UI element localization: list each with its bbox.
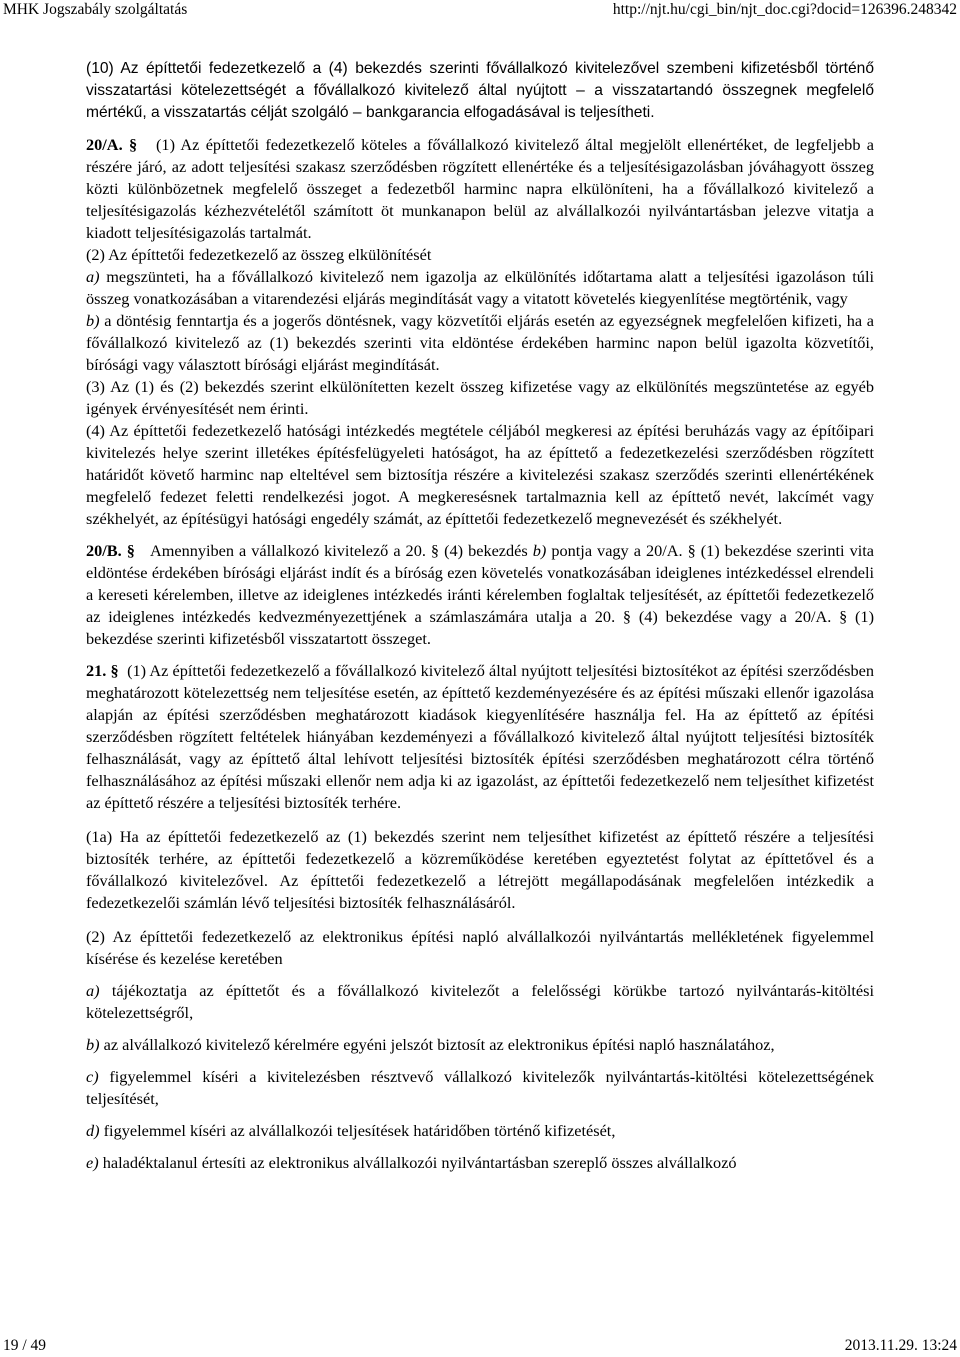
header-url: http://njt.hu/cgi_bin/njt_doc.cgi?docid=126396.248342 [612, 1, 957, 18]
print-datetime: 2013.11.29. 13:24 [844, 1337, 957, 1354]
point-text: megszünteti, ha a fővállalkozó kivitelező nem igazolja az elkülönítés időtartama alatt a teljesítési igazoláson túli összeg vonatkozásában a vitarendezési eljárás megindítását vagy a vitatott követelés kiegyenlítése megtörténik, vagy [86, 267, 874, 308]
point-text: a döntésig fenntartja és a jogerős döntésnek, vagy közvetítői eljárás esetén az egyezségnek megfelelően kifizeti, ha a fővállalkozó kivitelező az (1) bekezdés szerinti vita eldöntése érdekében harminc napon belül igazolta közvetítői, bírósági vagy választott bírósági eljárást megindítását. [86, 311, 874, 374]
section-20a-para-2: (2) Az építtetői fedezetkezelő az összeg elkülönítését [86, 245, 432, 264]
section-number: 20/A. § [86, 135, 138, 154]
point-letter: b) [86, 1035, 100, 1054]
section-21-point-e [86, 1152, 874, 1174]
section-21-point-c [86, 1066, 874, 1110]
section-21-para-1 [86, 660, 874, 814]
section-20a-para-4: (4) Az építtetői fedezetkezelő hatósági intézkedés megtétele céljából megkeresi az építési beruházás vagy az építőipari kivitelezés helye szerint illetékes építésfelügyeleti hatóságot, ha az építtető a fedezetkezelési szerződésben rögzített határidőt követő harminc nap elteltével sem biztosítja részére a kivitelezési szakasz szerződés szerinti ellenértékének megfelelő fedezet feletti rendelkezési jogot. A megkeresésnek tartalmaznia kell az építtető nevét, lakcímét vagy székhelyét, az építésügyi hatósági engedély számát, az építtetői fedezetkezelő megnevezését és székhelyét. [86, 421, 874, 528]
paragraph-text: Amennyiben a vállalkozó kivitelező a 20. § (4) bekezdés [149, 541, 528, 560]
section-21-point-d [86, 1120, 874, 1142]
page-number: 19 / 49 [3, 1337, 47, 1354]
section-20a-para-1 [86, 134, 874, 244]
page-footer [0, 1336, 960, 1356]
page-header [0, 0, 960, 22]
section-20a-point-b [86, 310, 874, 376]
section-20b [86, 540, 874, 650]
section-number: 21. § [86, 661, 119, 680]
point-text: figyelemmel kíséri az alvállalkozói teljesítések határidőben történő kifizetését, [103, 1121, 616, 1140]
section-21-para-1a: (1a) Ha az építtetői fedezetkezelő az (1) bekezdés szerint nem teljesíthet kifizetést az építtető részére a teljesítési biztosíték terhére, az építtetői fedezetkezelő a közreműködése keretében egyeztetést folytat az építtetővel és a fővállalkozó kivitelezővel. Az építtetői fedezetkezelő a létrejött megállapodásának megfelelően intézkedik a fedezetkezelői számlán lévő teljesítési biztosíték felhasználásáról. [86, 827, 874, 912]
section-21-point-b [86, 1034, 874, 1056]
section-21-point-a [86, 980, 874, 1024]
paragraph-text: (1) Az építtetői fedezetkezelő a fővállalkozó kivitelező által nyújtott teljesítési biztosítékot az építési szerződésben meghatározott kötelezettség nem teljesítése esetén, az építtető kezdeményezésére és az építési műszaki ellenőr igazolása alapján az építési szerződésben meghatározott kiadások kiegyenlítésére használja fel. Ha az építtető az építési szerződésben rögzített feltételek hiányában kezdeményezi a fővállalkozó kivitelező által nyújtott teljesítési biztosíték felhasználását, vagy az építtető által lehívott teljesítési biztosíték építési szerződésben meghatározott célra történő felhasználásához az építési műszaki ellenőr nem adja ki az igazolást, az építtetői fedezetkezelő nem teljesíthet kifizetést az építtető részére a teljesítési biztosíték terhére. [86, 661, 875, 812]
point-letter: c) [86, 1067, 99, 1086]
document-body [86, 58, 874, 1174]
paragraph-10: (10) Az építtetői fedezetkezelő a (4) bekezdés szerinti fővállalkozó kivitelezővel szembeni kifizetésből történő visszatartási kötelezettségét a fővállalkozó kivitelező által nyújtott – a visszatartandó összegnek megfelelő mértékű, a visszatartás célját szolgáló – bankgarancia elfogadásával is teljesítheti. [86, 60, 874, 121]
section-20a-para-3: (3) Az (1) és (2) bekezdés szerint elkülönítetten kezelt összeg kifizetése vagy az elkülönítés megszüntetése az egyéb igények érvényesítését nem érinti. [86, 377, 874, 418]
point-letter: e) [86, 1153, 99, 1172]
paragraph-text: (1) Az építtetői fedezetkezelő köteles a fővállalkozó kivitelező által megjelölt ellenértéket, de legfeljebb a részére járó, az adott teljesítési szakasz szerződésben rögzített ellenértéke és a teljesítésigazolásban jóváhagyott összeg közti különbözetnek megfelelő összeget a fedezetből harminc napra elkülöníteni, ha a fővállalkozó kivitelező a teljesítésigazolás kézhezvételétől számított öt munkanapon belül az alvállalkozói nyilvántartásban jelezve vitatja a kiadott teljesítésigazolás tartalmát. [86, 135, 874, 242]
point-letter: a) [86, 981, 100, 1000]
point-text: haladéktalanul értesíti az elektronikus alvállalkozói nyilvántartásban szereplő összes alvállalkozó [102, 1153, 737, 1172]
point-text: tájékoztatja az építtetőt és a fővállalkozó kivitelezőt a felelősségi körükbe tartozó nyilvántarás-kitöltési kötelezettségről, [86, 981, 874, 1022]
point-text: figyelemmel kíséri a kivitelezésben résztvevő vállalkozó kivitelezők nyilvántartás-kitöltési kötelezettségének teljesítését, [86, 1067, 874, 1108]
point-letter: b) [532, 541, 547, 560]
section-number: 20/B. § [86, 541, 135, 560]
point-letter: a) [86, 267, 100, 286]
section-20a-point-a [86, 266, 874, 310]
point-text: az alvállalkozó kivitelező kérelmére egyéni jelszót biztosít az elektronikus építési napló használatához, [103, 1035, 775, 1054]
paragraph-text: pontja vagy a 20/A. § (1) bekezdése szerinti vita eldöntése érdekében bírósági eljárást indít és a bíróság ezen követelés vonatkozásában ideiglenes intézkedéssel elrendeli a kereseti kérelemben, illetve az ideiglenes intézkedés iránti kérelemben foglaltak teljesítését, az építtetői fedezetkezelő az ideiglenes intézkedés kedvezményezettjének a számlaszámára utalja a 20. § (4) bekezdése vagy a 20/A. § (1) bekezdése szerinti kifizetésből visszatartott összeget. [86, 541, 874, 648]
point-letter: d) [86, 1121, 100, 1140]
point-letter: b) [86, 311, 100, 330]
header-source: MHK Jogszabály szolgáltatás [3, 1, 188, 18]
section-21-para-2: (2) Az építtetői fedezetkezelő az elektronikus építési napló alvállalkozói nyilvántartás mellékletének figyelemmel kísérése és kezelése keretében [86, 927, 874, 968]
